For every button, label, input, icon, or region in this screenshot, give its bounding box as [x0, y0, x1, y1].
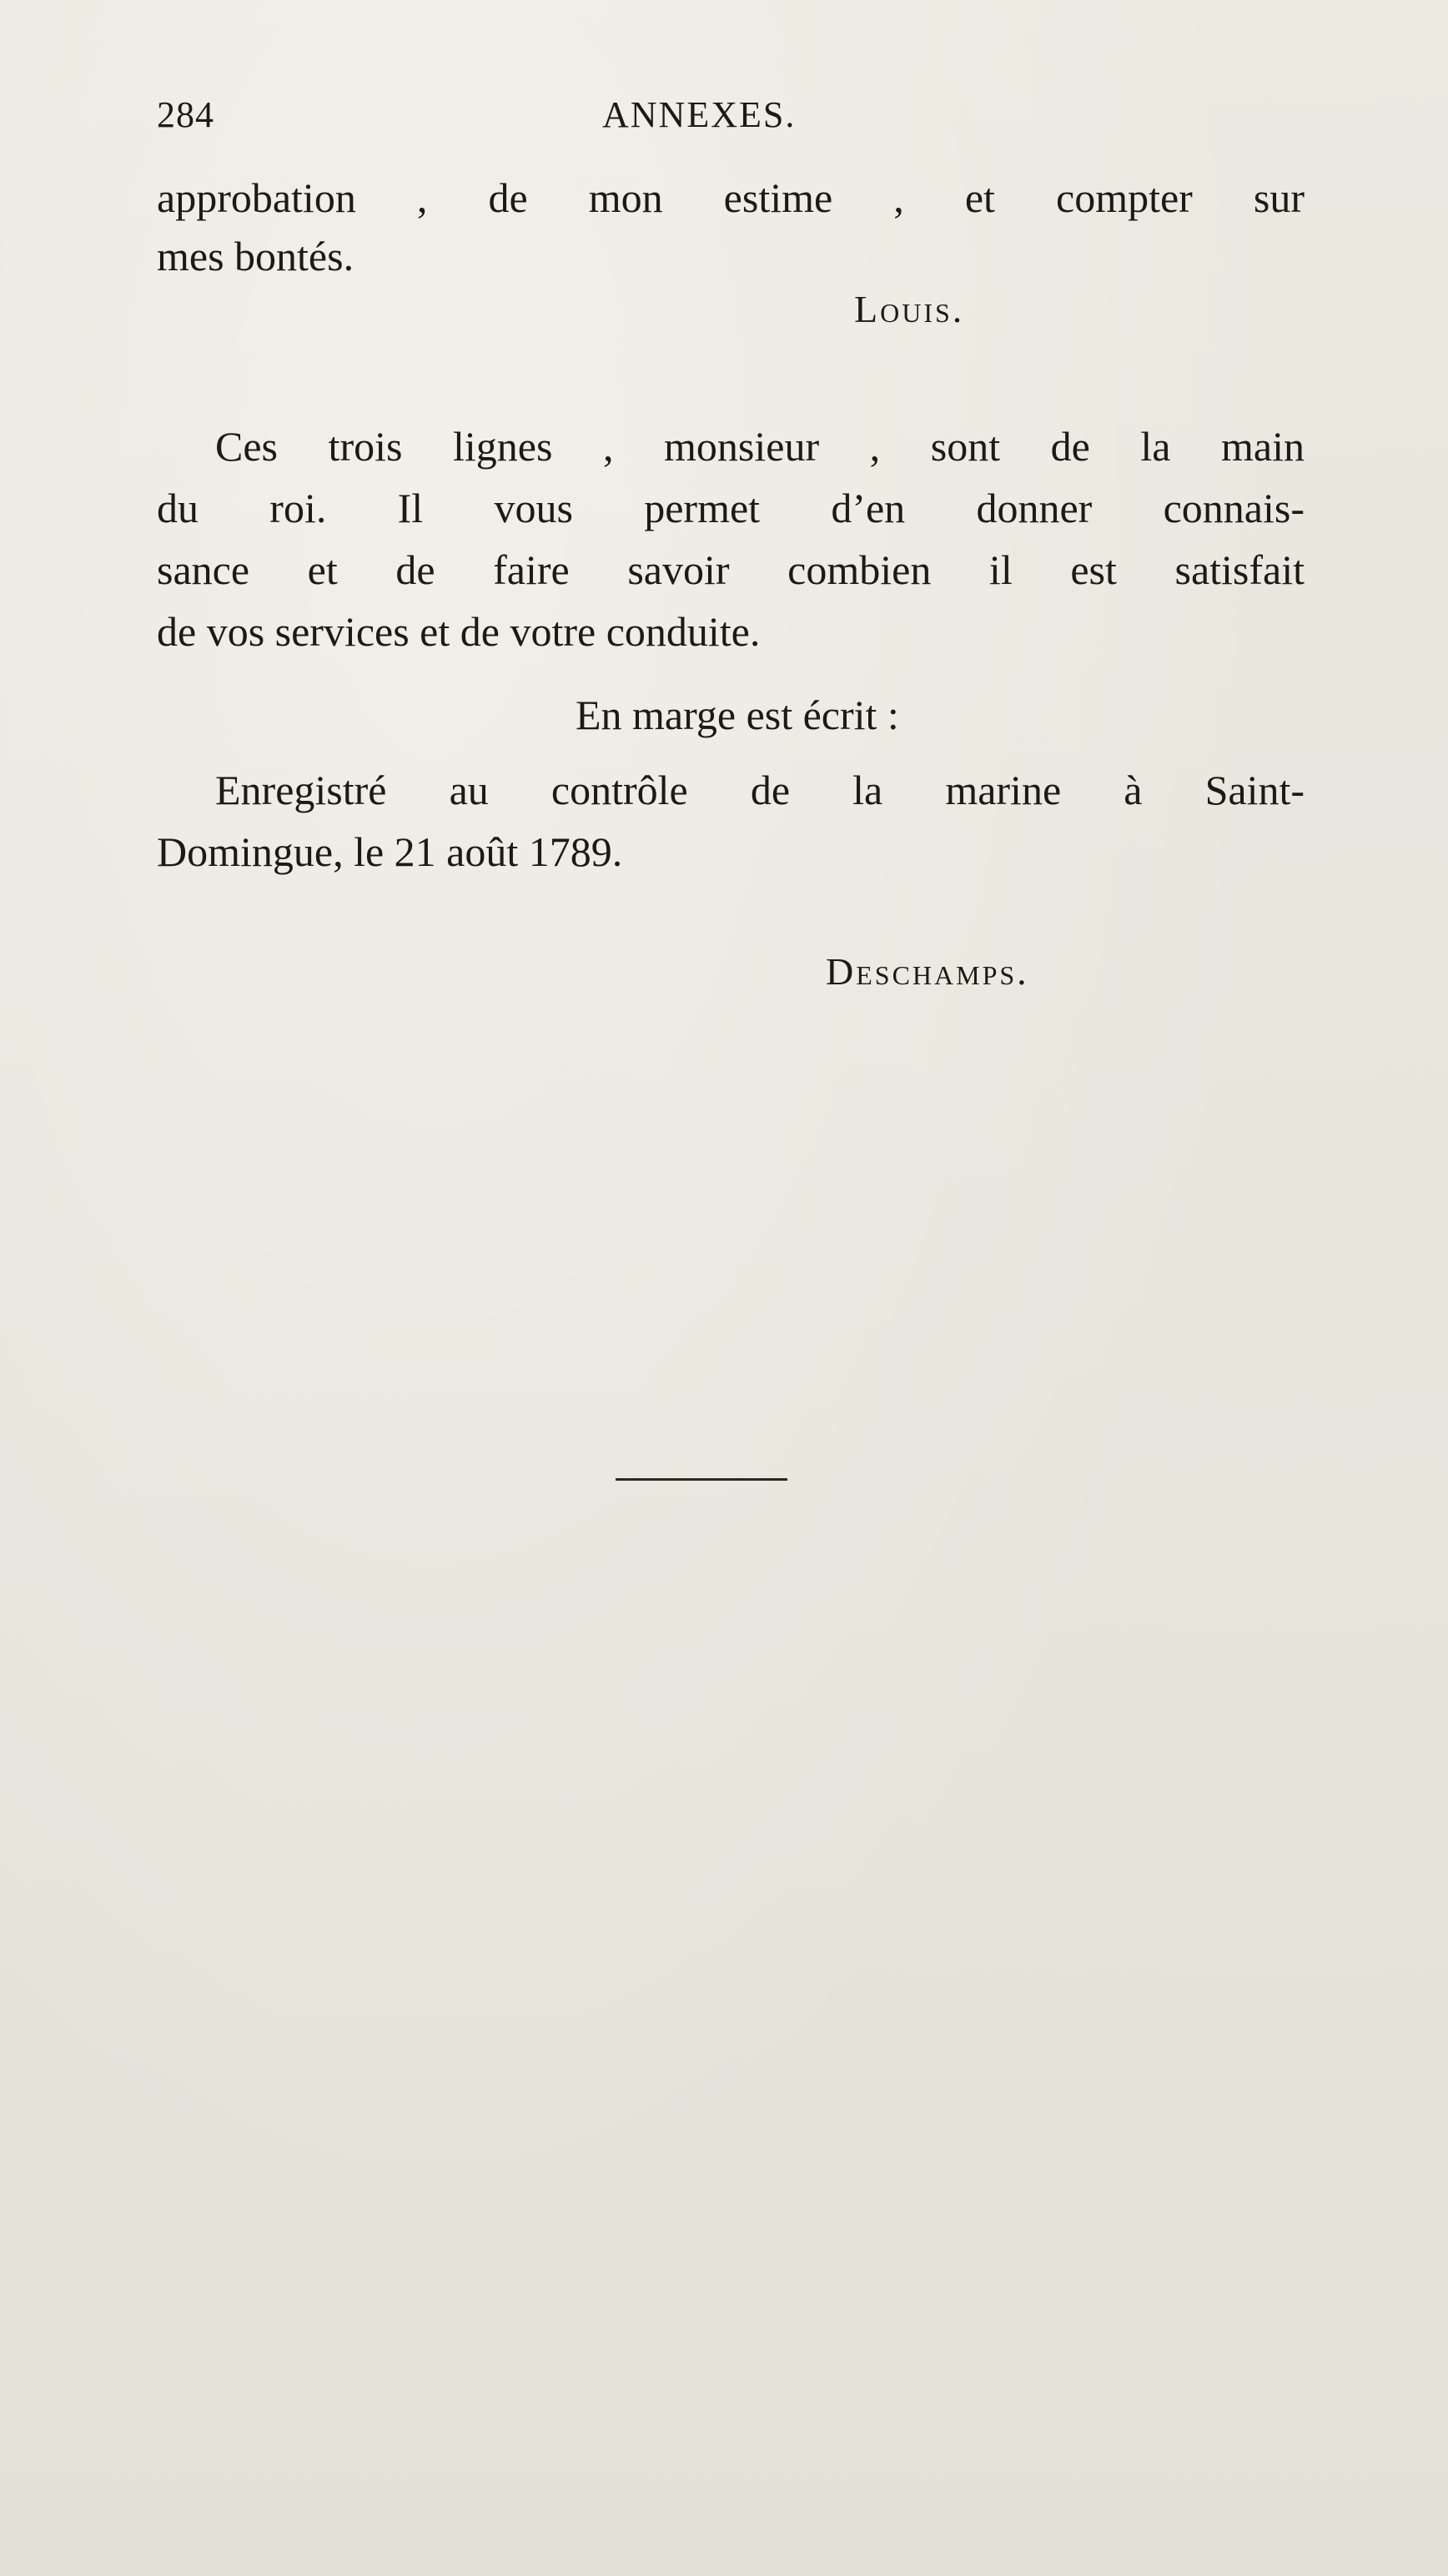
running-head: ANNEXES.	[602, 94, 797, 135]
registration-line-1: Enregistré au contrôle de la marine à Saint-	[215, 767, 1305, 813]
page-header	[157, 93, 1305, 152]
closing-rule	[616, 1478, 787, 1481]
note-line-2: du roi. Il vous permet d’en donner connais-	[157, 485, 1305, 531]
margin-label: En marge est écrit :	[576, 692, 899, 738]
page-number: 284	[157, 94, 214, 135]
note-line-4: de vos services et de votre conduite.	[157, 608, 761, 655]
signature-deschamps: Deschamps.	[826, 950, 1029, 993]
registration-line-2: Domingue, le 21 août 1789.	[157, 828, 623, 875]
note-line-1: Ces trois lignes , monsieur , sont de la main	[215, 423, 1305, 470]
letter-line-1: approbation , de mon estime , et compter sur	[157, 174, 1305, 221]
letter-line-2: mes bontés.	[157, 233, 354, 279]
signature-louis: Louis.	[854, 288, 965, 330]
note-line-3: sance et de faire savoir combien il est satisfait	[157, 546, 1305, 593]
